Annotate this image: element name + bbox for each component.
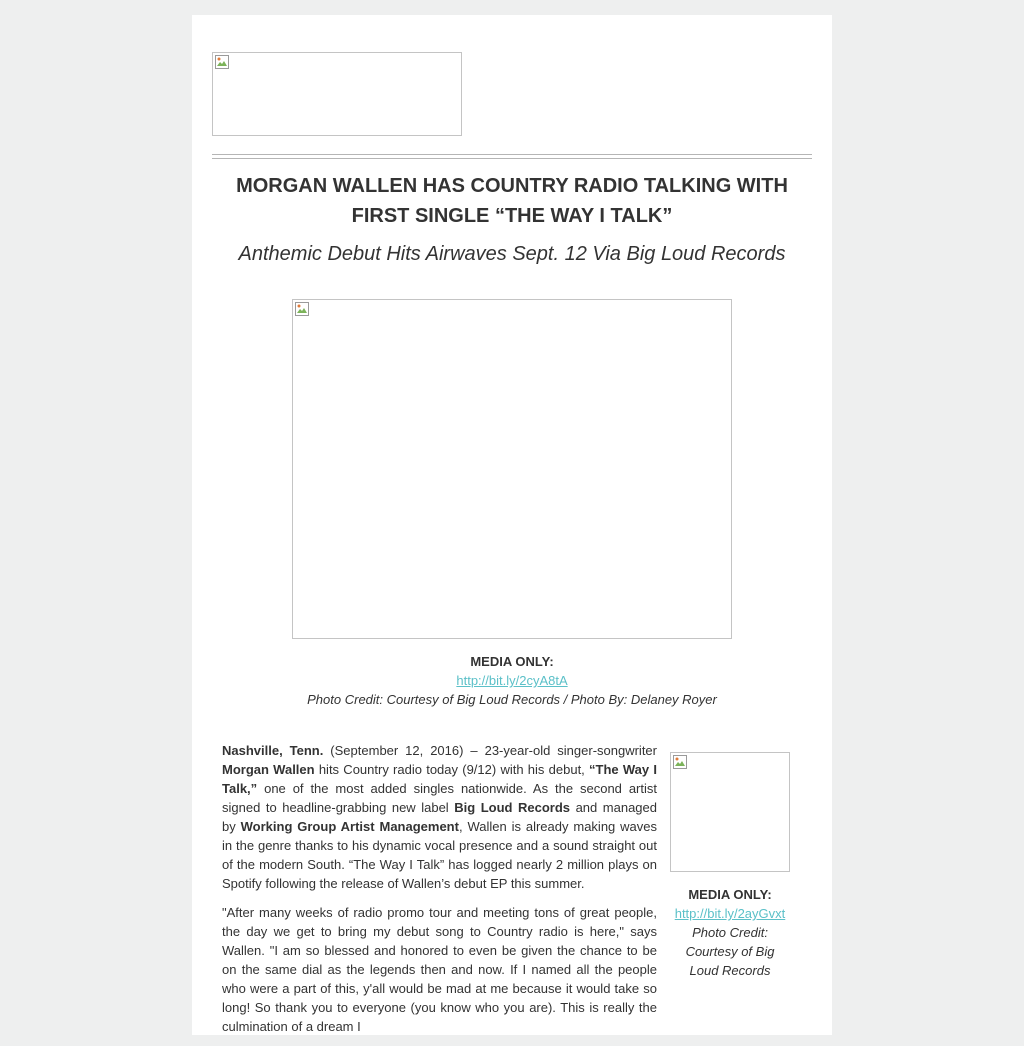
main-photo-image [292, 299, 732, 639]
text-run: hits Country radio today (9/12) with his debut, [314, 762, 590, 777]
broken-image-icon [294, 301, 310, 317]
main-photo-link[interactable]: http://bit.ly/2cyA8tA [456, 673, 568, 688]
press-release-page [192, 15, 832, 1035]
photo-credit: Photo Credit: Courtesy of Big Loud Records / Photo By: Delaney Royer [307, 692, 717, 707]
media-only-label: MEDIA ONLY: [470, 654, 554, 669]
article-body [222, 741, 657, 1046]
management-name: Working Group Artist Management [240, 819, 459, 834]
main-photo-caption [212, 652, 812, 709]
subheadline: Anthemic Debut Hits Airwaves Sept. 12 Via Big Loud Records [238, 243, 786, 265]
label-name: Big Loud Records [454, 800, 571, 815]
dateline-location: Nashville, Tenn. [222, 743, 324, 758]
header-divider-bottom [212, 158, 812, 159]
header-divider-top [212, 154, 812, 155]
photo-credit: Photo Credit: Courtesy of Big Loud Records [685, 925, 775, 978]
media-only-label: MEDIA ONLY: [688, 887, 772, 902]
broken-image-icon [214, 54, 230, 70]
side-photo-caption [670, 885, 790, 980]
paragraph-2: "After many weeks of radio promo tour and meeting tons of great people, the day we get to bring my debut song to Country radio is here," says Wallen. "I am so blessed and honored to even be given the chance to be on the same dial as the legends then and now. If I named all the people who were a part of this, y'all would be mad at me because it would take so long! So thank you to everyone (you know who you are). This is really the culmination of a dream I [222, 905, 657, 1034]
artist-name: Morgan Wallen [222, 762, 315, 777]
text-run: one of the most added singles nationwide. As the second artist signed to headline-grabbing new label [222, 781, 657, 815]
headline: MORGAN WALLEN HAS COUNTRY RADIO TALKING WITH FIRST SINGLE “THE WAY I TALK” [236, 175, 788, 227]
text-run: (September 12, 2016) – 23-year-old singer-songwriter [323, 743, 657, 758]
side-photo-link[interactable]: http://bit.ly/2ayGvxt [674, 906, 786, 921]
side-photo-image [670, 752, 790, 872]
paragraph-1 [222, 741, 657, 893]
single-title: “The Way I Talk,” [222, 762, 657, 796]
logo-image [212, 52, 462, 136]
broken-image-icon [672, 754, 688, 770]
text-run: and managed by [222, 800, 658, 834]
text-run: , Wallen is already making waves in the genre thanks to his dynamic vocal presence and a sound straight out of the modern South. “The Way I Talk” has logged nearly 2 million plays on Spotify following the release of Wallen’s debut EP this summer. [222, 819, 658, 891]
